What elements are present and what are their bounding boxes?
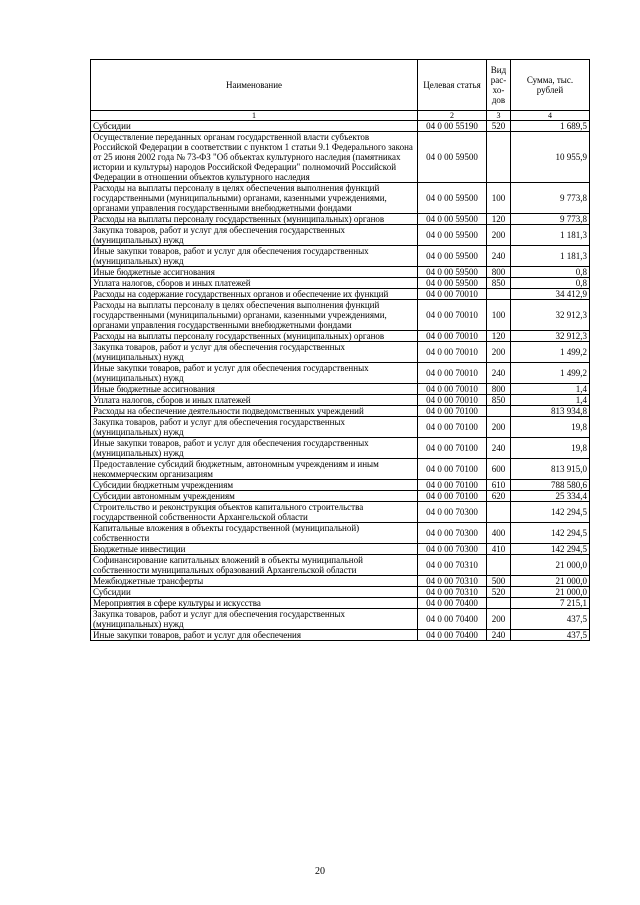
row-expense-type: 400 xyxy=(487,523,511,544)
table-row xyxy=(91,225,590,246)
row-amount: 1,4 xyxy=(511,395,590,406)
row-target-code: 04 0 00 70100 xyxy=(418,417,487,438)
row-expense-type: 850 xyxy=(487,278,511,289)
table-row xyxy=(91,459,590,480)
row-amount: 0,8 xyxy=(511,267,590,278)
row-amount: 1 181,3 xyxy=(511,246,590,267)
row-expense-type: 120 xyxy=(487,214,511,225)
table-row xyxy=(91,331,590,342)
row-target-code: 04 0 00 70300 xyxy=(418,502,487,523)
row-name: Расходы на выплаты персоналу государственных (муниципальных) органов xyxy=(91,331,418,342)
row-amount: 32 912,3 xyxy=(511,300,590,331)
row-target-code: 04 0 00 59500 xyxy=(418,246,487,267)
row-target-code: 04 0 00 59500 xyxy=(418,225,487,246)
row-amount: 19,8 xyxy=(511,417,590,438)
row-expense-type xyxy=(487,406,511,417)
row-target-code: 04 0 00 70300 xyxy=(418,544,487,555)
row-name: Межбюджетные трансферты xyxy=(91,576,418,587)
table-row xyxy=(91,278,590,289)
row-amount: 21 000,0 xyxy=(511,587,590,598)
page-number: 20 xyxy=(315,866,325,877)
row-name: Расходы на обеспечение деятельности подведомственных учреждений xyxy=(91,406,418,417)
row-amount: 7 215,1 xyxy=(511,598,590,609)
row-amount: 142 294,5 xyxy=(511,523,590,544)
row-amount: 34 412,9 xyxy=(511,289,590,300)
row-expense-type: 200 xyxy=(487,225,511,246)
row-amount: 21 000,0 xyxy=(511,576,590,587)
row-name: Закупка товаров, работ и услуг для обеспечения государственных (муниципальных) нужд xyxy=(91,417,418,438)
row-expense-type: 200 xyxy=(487,342,511,363)
row-name: Расходы на выплаты персоналу государственных (муниципальных) органов xyxy=(91,214,418,225)
row-target-code: 04 0 00 70010 xyxy=(418,395,487,406)
row-expense-type xyxy=(487,598,511,609)
table-row xyxy=(91,406,590,417)
row-name: Осуществление переданных органам государственной власти субъектов Российской Федерации в соответствии с пунктом 1 статьи 9.1 Федерального закона от 25 июня 2002 года № 73-ФЗ "Об объектах культурного наследия (памятниках истории и культуры) народов Российской Федерации" полномочий Российской Федерации в отношении объектов культурного наследия xyxy=(91,132,418,183)
row-target-code: 04 0 00 70310 xyxy=(418,576,487,587)
row-target-code: 04 0 00 70010 xyxy=(418,300,487,331)
row-target-code: 04 0 00 70300 xyxy=(418,523,487,544)
column-number: 4 xyxy=(511,111,590,121)
row-expense-type: 610 xyxy=(487,480,511,491)
column-number: 1 xyxy=(91,111,418,121)
row-name: Строительство и реконструкция объектов капитального строительства государственной собственности Архангельской области xyxy=(91,502,418,523)
row-target-code: 04 0 00 70400 xyxy=(418,598,487,609)
row-target-code: 04 0 00 70100 xyxy=(418,480,487,491)
row-expense-type: 200 xyxy=(487,609,511,630)
row-name: Иные закупки товаров, работ и услуг для обеспечения государственных (муниципальных) нужд xyxy=(91,246,418,267)
row-expense-type: 800 xyxy=(487,267,511,278)
row-name: Мероприятия в сфере культуры и искусства xyxy=(91,598,418,609)
row-target-code: 04 0 00 70310 xyxy=(418,555,487,576)
row-target-code: 04 0 00 59500 xyxy=(418,132,487,183)
row-amount: 142 294,5 xyxy=(511,502,590,523)
row-expense-type: 520 xyxy=(487,587,511,598)
row-expense-type: 200 xyxy=(487,417,511,438)
row-amount: 9 773,8 xyxy=(511,183,590,214)
row-amount: 9 773,8 xyxy=(511,214,590,225)
row-expense-type: 410 xyxy=(487,544,511,555)
table-row xyxy=(91,121,590,132)
table-row xyxy=(91,363,590,384)
row-name: Иные закупки товаров, работ и услуг для обеспечения государственных (муниципальных) нужд xyxy=(91,363,418,384)
row-name: Субсидии xyxy=(91,587,418,598)
row-amount: 437,5 xyxy=(511,630,590,641)
row-name: Иные закупки товаров, работ и услуг для обеспечения государственных (муниципальных) нужд xyxy=(91,438,418,459)
row-target-code: 04 0 00 59500 xyxy=(418,214,487,225)
row-target-code: 04 0 00 70010 xyxy=(418,331,487,342)
row-name: Предоставление субсидий бюджетным, автономным учреждениям и иным некоммерческим организациям xyxy=(91,459,418,480)
row-target-code: 04 0 00 59500 xyxy=(418,267,487,278)
row-amount: 142 294,5 xyxy=(511,544,590,555)
table-row xyxy=(91,267,590,278)
row-target-code: 04 0 00 70010 xyxy=(418,342,487,363)
table-header-row xyxy=(91,60,590,111)
table-body xyxy=(91,121,590,641)
row-expense-type: 500 xyxy=(487,576,511,587)
table-row xyxy=(91,417,590,438)
row-expense-type: 240 xyxy=(487,630,511,641)
document-page xyxy=(90,59,589,641)
column-number: 2 xyxy=(418,111,487,121)
row-name: Закупка товаров, работ и услуг для обеспечения государственных (муниципальных) нужд xyxy=(91,225,418,246)
row-name: Иные бюджетные ассигнования xyxy=(91,267,418,278)
row-target-code: 04 0 00 55190 xyxy=(418,121,487,132)
header-code: Целевая статья xyxy=(418,60,487,111)
table-row xyxy=(91,384,590,395)
row-amount: 0,8 xyxy=(511,278,590,289)
row-target-code: 04 0 00 70010 xyxy=(418,384,487,395)
row-amount: 32 912,3 xyxy=(511,331,590,342)
budget-table xyxy=(90,59,590,641)
row-name: Субсидии бюджетным учреждениям xyxy=(91,480,418,491)
row-target-code: 04 0 00 59500 xyxy=(418,278,487,289)
row-expense-type: 240 xyxy=(487,246,511,267)
row-amount: 1,4 xyxy=(511,384,590,395)
table-row xyxy=(91,609,590,630)
row-expense-type: 850 xyxy=(487,395,511,406)
row-name: Бюджетные инвестиции xyxy=(91,544,418,555)
row-name: Иные закупки товаров, работ и услуг для обеспечения xyxy=(91,630,418,641)
row-name: Софинансирование капитальных вложений в объекты муниципальной собственности муниципальных образований Архангельской области xyxy=(91,555,418,576)
row-target-code: 04 0 00 70310 xyxy=(418,587,487,598)
row-target-code: 04 0 00 70100 xyxy=(418,438,487,459)
row-amount: 1 689,5 xyxy=(511,121,590,132)
row-target-code: 04 0 00 70100 xyxy=(418,406,487,417)
row-name: Уплата налогов, сборов и иных платежей xyxy=(91,278,418,289)
table-row xyxy=(91,480,590,491)
row-name: Закупка товаров, работ и услуг для обеспечения государственных (муниципальных) нужд xyxy=(91,609,418,630)
row-amount: 788 580,6 xyxy=(511,480,590,491)
row-expense-type: 120 xyxy=(487,331,511,342)
header-name: Наименование xyxy=(91,60,418,111)
row-amount: 1 499,2 xyxy=(511,342,590,363)
table-row xyxy=(91,630,590,641)
row-expense-type xyxy=(487,555,511,576)
row-target-code: 04 0 00 70010 xyxy=(418,289,487,300)
row-expense-type: 620 xyxy=(487,491,511,502)
row-target-code: 04 0 00 70400 xyxy=(418,630,487,641)
row-target-code: 04 0 00 59500 xyxy=(418,183,487,214)
table-row xyxy=(91,587,590,598)
row-amount: 10 955,9 xyxy=(511,132,590,183)
table-row xyxy=(91,183,590,214)
table-row xyxy=(91,598,590,609)
row-expense-type: 100 xyxy=(487,183,511,214)
row-expense-type: 240 xyxy=(487,363,511,384)
table-row xyxy=(91,502,590,523)
row-name: Расходы на содержание государственных органов и обеспечение их функций xyxy=(91,289,418,300)
row-amount: 813 915,0 xyxy=(511,459,590,480)
row-amount: 1 499,2 xyxy=(511,363,590,384)
table-row xyxy=(91,300,590,331)
table-row xyxy=(91,289,590,300)
row-name: Иные бюджетные ассигнования xyxy=(91,384,418,395)
row-name: Расходы на выплаты персоналу в целях обеспечения выполнения функций государственными (муниципальными) органами, казенными учреждениями, органами управления государственными внебюджетными фондами xyxy=(91,183,418,214)
row-amount: 437,5 xyxy=(511,609,590,630)
row-name: Уплата налогов, сборов и иных платежей xyxy=(91,395,418,406)
row-expense-type: 240 xyxy=(487,438,511,459)
table-row xyxy=(91,491,590,502)
row-expense-type: 600 xyxy=(487,459,511,480)
row-expense-type: 520 xyxy=(487,121,511,132)
column-number: 3 xyxy=(487,111,511,121)
row-target-code: 04 0 00 70400 xyxy=(418,609,487,630)
row-amount: 19,8 xyxy=(511,438,590,459)
table-row xyxy=(91,438,590,459)
table-row xyxy=(91,544,590,555)
row-amount: 813 934,8 xyxy=(511,406,590,417)
row-expense-type: 800 xyxy=(487,384,511,395)
column-number-row xyxy=(91,111,590,121)
table-row xyxy=(91,576,590,587)
row-name: Капитальные вложения в объекты государственной (муниципальной) собственности xyxy=(91,523,418,544)
row-name: Субсидии xyxy=(91,121,418,132)
row-expense-type: 100 xyxy=(487,300,511,331)
table-row xyxy=(91,555,590,576)
table-row xyxy=(91,214,590,225)
row-amount: 25 334,4 xyxy=(511,491,590,502)
table-row xyxy=(91,523,590,544)
table-row xyxy=(91,342,590,363)
table-row xyxy=(91,395,590,406)
row-expense-type xyxy=(487,132,511,183)
row-expense-type xyxy=(487,289,511,300)
header-sum: Сумма, тыс. рублей xyxy=(511,60,590,111)
row-name: Закупка товаров, работ и услуг для обеспечения государственных (муниципальных) нужд xyxy=(91,342,418,363)
row-target-code: 04 0 00 70100 xyxy=(418,491,487,502)
row-amount: 1 181,3 xyxy=(511,225,590,246)
row-expense-type xyxy=(487,502,511,523)
row-name: Субсидии автономным учреждениям xyxy=(91,491,418,502)
row-amount: 21 000,0 xyxy=(511,555,590,576)
row-name: Расходы на выплаты персоналу в целях обеспечения выполнения функций государственными (муниципальными) органами, казенными учреждениями, органами управления государственными внебюджетными фондами xyxy=(91,300,418,331)
header-vid: Вид рас-хо-дов xyxy=(487,60,511,111)
row-target-code: 04 0 00 70010 xyxy=(418,363,487,384)
row-target-code: 04 0 00 70100 xyxy=(418,459,487,480)
table-row xyxy=(91,246,590,267)
table-row xyxy=(91,132,590,183)
